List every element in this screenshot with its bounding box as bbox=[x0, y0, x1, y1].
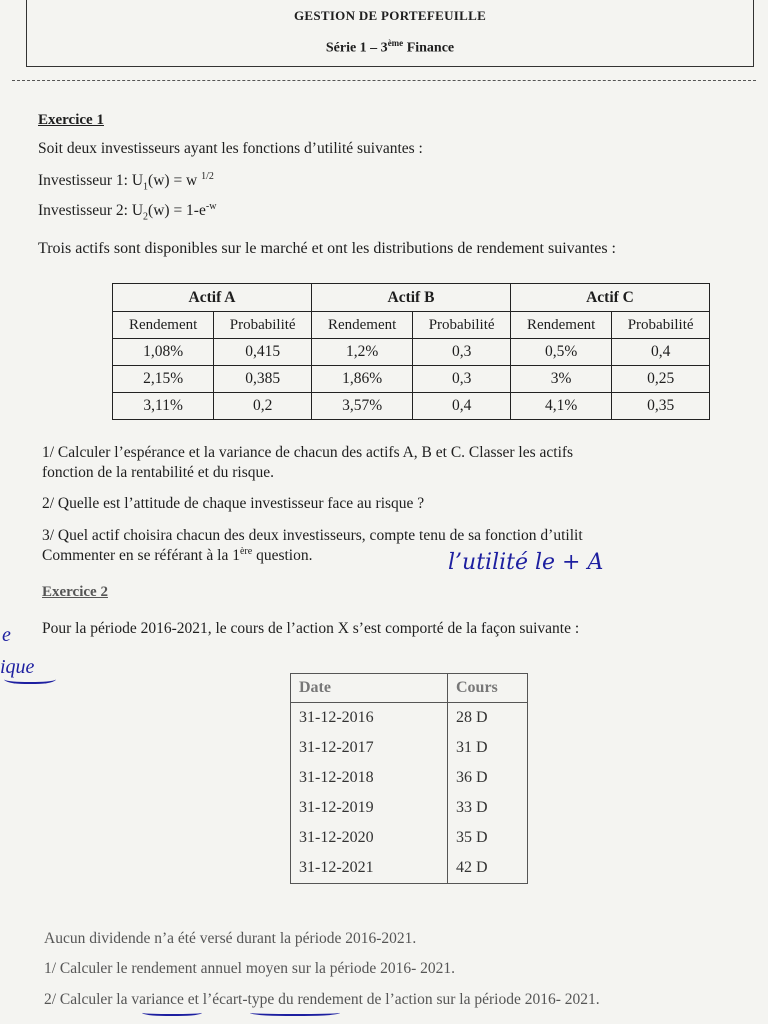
q3-line2-prefix: Commenter en se référant à la 1 bbox=[42, 547, 240, 565]
investor1-utility bbox=[38, 171, 214, 192]
subheader-cell: Probabilité bbox=[612, 312, 710, 339]
header-cours: Cours bbox=[448, 674, 528, 703]
table-cell: 0,3 bbox=[413, 366, 511, 393]
dashed-divider bbox=[12, 80, 756, 81]
inv2-label: Investisseur 2: U bbox=[38, 202, 144, 220]
table-row bbox=[113, 393, 710, 420]
group-actif-b: Actif B bbox=[311, 284, 510, 312]
table-cell: 36 D bbox=[448, 763, 528, 793]
group-actif-a: Actif A bbox=[113, 284, 312, 312]
table-cell: 42 D bbox=[448, 853, 528, 884]
handwritten-underline-ecart-type bbox=[250, 1008, 340, 1016]
subheader-cell: Probabilité bbox=[214, 312, 312, 339]
inv1-sup: 1/2 bbox=[201, 171, 214, 182]
table-cell: 31-12-2018 bbox=[291, 763, 448, 793]
q3-line2-sup: ère bbox=[239, 546, 253, 557]
table-row bbox=[291, 793, 528, 823]
investor2-utility bbox=[38, 201, 216, 222]
table-row bbox=[291, 733, 528, 763]
table-cell: 0,385 bbox=[214, 366, 312, 393]
table-cell: 35 D bbox=[448, 823, 528, 853]
subheader-cell: Probabilité bbox=[413, 312, 511, 339]
subtitle-prefix: Série 1 – 3 bbox=[325, 40, 388, 56]
inv1-label: Investisseur 1: U bbox=[38, 172, 144, 190]
table-row bbox=[113, 339, 710, 366]
table-cell: 0,25 bbox=[612, 366, 710, 393]
subheader-cell: Rendement bbox=[113, 312, 214, 339]
table-cell: 0,415 bbox=[214, 339, 312, 366]
subheader-cell: Rendement bbox=[311, 312, 412, 339]
table-cell: 1,08% bbox=[113, 339, 214, 366]
table-cell: 1,86% bbox=[311, 366, 412, 393]
subtitle-sup: ème bbox=[387, 38, 404, 48]
header-date: Date bbox=[291, 674, 448, 703]
exercise2-question2: 2/ Calculer la variance et l’écart-type du rendement de l’action sur la période 2016- 2021. bbox=[44, 991, 600, 1008]
handwritten-underline-variance bbox=[142, 1008, 202, 1016]
table-cell: 33 D bbox=[448, 793, 528, 823]
exercise1-intro: Soit deux investisseurs ayant les fonctions d’utilité suivantes : bbox=[38, 140, 423, 157]
inv2-mid: (w) = 1-e bbox=[148, 202, 206, 220]
header-box bbox=[26, 0, 754, 67]
exercise1-question2: 2/ Quelle est l’attitude de chaque investisseur face au risque ? bbox=[42, 495, 425, 512]
exercise1-question3-line1: 3/ Quel actif choisira chacun des deux investisseurs, compte tenu de sa fonction d’utilit bbox=[42, 527, 583, 544]
table-cell: 0,2 bbox=[214, 393, 312, 420]
group-actif-c: Actif C bbox=[510, 284, 709, 312]
inv1-sub: 1 bbox=[143, 181, 149, 193]
prices-table bbox=[290, 673, 528, 884]
assets-group-header-row bbox=[113, 284, 710, 312]
prices-header-row bbox=[291, 674, 528, 703]
exercise2-dividend-note: Aucun dividende n’a été versé durant la période 2016-2021. bbox=[44, 930, 417, 947]
exercise2-question1: 1/ Calculer le rendement annuel moyen sur la période 2016- 2021. bbox=[44, 960, 456, 977]
table-row bbox=[291, 763, 528, 793]
table-cell: 1,2% bbox=[311, 339, 412, 366]
handwritten-annotation: l’utilité le + A bbox=[448, 550, 604, 575]
exercise1-question3-line2 bbox=[42, 546, 312, 565]
table-row bbox=[291, 853, 528, 884]
table-cell: 31 D bbox=[448, 733, 528, 763]
q3-line2-suffix: question. bbox=[252, 547, 313, 565]
table-cell: 0,5% bbox=[510, 339, 611, 366]
exercise2-heading: Exercice 2 bbox=[42, 584, 108, 600]
table-cell: 3,57% bbox=[311, 393, 412, 420]
table-cell: 3% bbox=[510, 366, 611, 393]
handwritten-underline-margin bbox=[4, 672, 56, 684]
table-cell: 0,4 bbox=[612, 339, 710, 366]
table-cell: 31-12-2021 bbox=[291, 853, 448, 884]
table-cell: 0,35 bbox=[612, 393, 710, 420]
table-cell: 0,4 bbox=[413, 393, 511, 420]
table-cell: 3,11% bbox=[113, 393, 214, 420]
table-row bbox=[291, 823, 528, 853]
inv2-sub: 2 bbox=[143, 211, 149, 223]
inv2-sup: -w bbox=[205, 201, 217, 212]
handwritten-margin-mark-2: ique bbox=[0, 656, 35, 678]
exercise1-question1-line1: 1/ Calculer l’espérance et la variance de chacun des actifs A, B et C. Classer les actifs bbox=[42, 444, 574, 461]
subheader-cell: Rendement bbox=[510, 312, 611, 339]
document-title: GESTION DE PORTEFEUILLE bbox=[293, 8, 487, 23]
table-cell: 31-12-2017 bbox=[291, 733, 448, 763]
table-cell: 31-12-2016 bbox=[291, 703, 448, 734]
table-row bbox=[291, 703, 528, 734]
table-cell: 2,15% bbox=[113, 366, 214, 393]
table-cell: 4,1% bbox=[510, 393, 611, 420]
table-cell: 31-12-2020 bbox=[291, 823, 448, 853]
exercise1-question1-line2: fonction de la rentabilité et du risque. bbox=[42, 464, 274, 481]
table-row bbox=[113, 366, 710, 393]
inv1-mid: (w) = w bbox=[148, 172, 202, 190]
subtitle-suffix: Finance bbox=[403, 40, 455, 56]
assets-table bbox=[112, 283, 710, 420]
document-subtitle bbox=[27, 38, 753, 57]
assets-intro: Trois actifs sont disponibles sur le marché et ont les distributions de rendement suivantes : bbox=[38, 240, 616, 257]
table-cell: 28 D bbox=[448, 703, 528, 734]
assets-subheader-row bbox=[113, 312, 710, 339]
exercise1-heading: Exercice 1 bbox=[38, 112, 104, 128]
table-cell: 0,3 bbox=[413, 339, 511, 366]
handwritten-margin-mark-1: e bbox=[2, 624, 11, 646]
exercise2-intro: Pour la période 2016-2021, le cours de l’action X s’est comporté de la façon suivante : bbox=[42, 620, 580, 637]
table-cell: 31-12-2019 bbox=[291, 793, 448, 823]
